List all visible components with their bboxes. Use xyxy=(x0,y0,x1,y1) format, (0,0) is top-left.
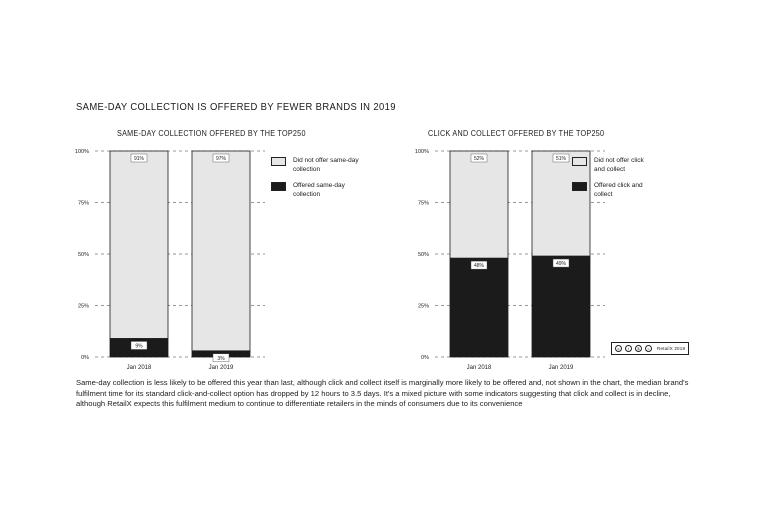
bar-segment xyxy=(450,151,508,258)
data-label: 52% xyxy=(473,156,485,162)
badge-text: RetailX 2019 xyxy=(657,346,686,351)
chart-caption: Same-day collection is less likely to be offered this year than last, although click and collect itself is marginally more likely to be offered and, not shown in the chart, the median brand's fulfilment time for its standard click-and-collect option has dropped by 12 hours to 3.5 days. It's a mixed picture with some indicators suggesting that click and collect is in decline, although RetailX expects this fulfilment medium to continue to differentiate retailers in the minds of consumers due to its convenience xyxy=(76,378,689,408)
legend-item xyxy=(572,156,649,174)
chart-1-title: SAME-DAY COLLECTION OFFERED BY THE TOP250 xyxy=(117,129,306,138)
y-tick-label: 25% xyxy=(77,303,89,310)
x-tick-label: Jan 2018 xyxy=(466,365,492,371)
legend-label: Did not offer same-day collection xyxy=(293,157,359,173)
y-tick-label: 75% xyxy=(417,200,429,207)
y-tick-label: 75% xyxy=(77,200,89,207)
chart-2-title: CLICK AND COLLECT OFFERED BY THE TOP250 xyxy=(428,129,605,138)
data-label: 51% xyxy=(555,156,567,162)
license-badge xyxy=(611,342,689,355)
data-label: 49% xyxy=(555,261,567,268)
bar-segment xyxy=(192,151,250,351)
legend-swatch-dark xyxy=(271,182,286,191)
cc-icon: c xyxy=(615,345,622,352)
by-icon: i xyxy=(625,345,632,352)
x-tick-label: Jan 2018 xyxy=(126,365,152,371)
legend-swatch-light xyxy=(572,157,587,166)
y-tick-label: 25% xyxy=(417,303,429,310)
chart-1-legend xyxy=(271,156,365,206)
legend-label: Offered same-day collection xyxy=(293,182,345,198)
nd-icon: = xyxy=(645,345,652,352)
nc-icon: $ xyxy=(635,345,642,352)
legend-swatch-light xyxy=(271,157,286,166)
data-label: 91% xyxy=(133,156,145,162)
y-tick-label: 50% xyxy=(417,252,429,258)
legend-label: Offered click and collect xyxy=(594,182,643,198)
chart-2 xyxy=(340,145,610,377)
legend-item xyxy=(572,181,649,199)
chart-1 xyxy=(0,145,270,377)
y-tick-label: 100% xyxy=(74,149,89,155)
data-label: 97% xyxy=(215,156,227,162)
legend-label: Did not offer click and collect xyxy=(594,157,644,173)
x-tick-label: Jan 2019 xyxy=(208,365,234,371)
y-tick-label: 0% xyxy=(421,355,429,361)
bar-segment xyxy=(532,256,590,357)
x-tick-label: Jan 2019 xyxy=(548,365,574,371)
bar-segment xyxy=(450,258,508,357)
y-tick-label: 50% xyxy=(77,252,89,258)
legend-swatch-dark xyxy=(572,182,587,191)
chart-2-legend xyxy=(572,156,649,206)
data-label: 9% xyxy=(135,343,143,350)
data-label: 48% xyxy=(473,263,485,270)
page-title: SAME-DAY COLLECTION IS OFFERED BY FEWER BRANDS IN 2019 xyxy=(76,101,396,113)
data-label: 3% xyxy=(217,355,225,362)
bar-segment xyxy=(110,151,168,338)
y-tick-label: 100% xyxy=(414,149,429,155)
y-tick-label: 0% xyxy=(81,355,89,361)
legend-item xyxy=(271,181,365,199)
legend-item xyxy=(271,156,365,174)
